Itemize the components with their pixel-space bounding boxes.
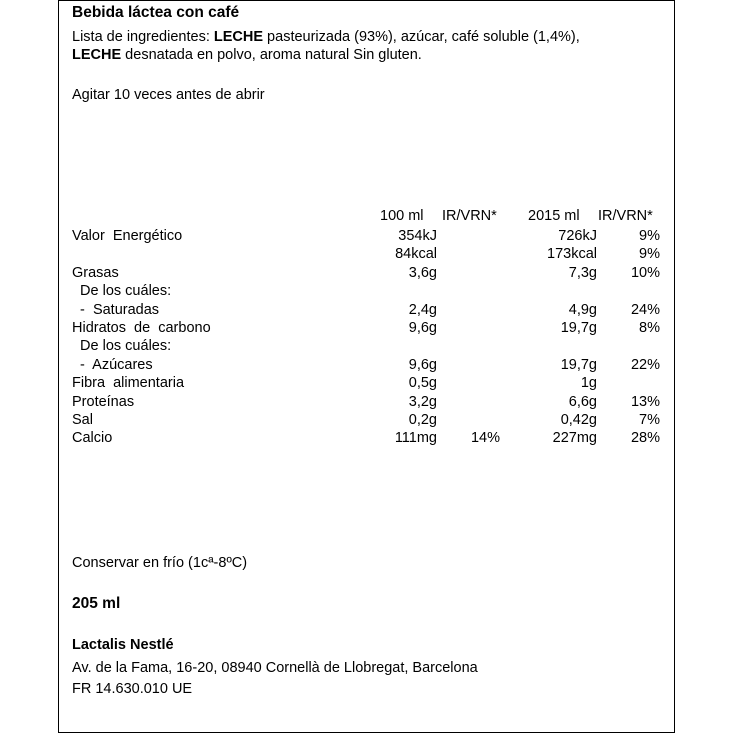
ingredients-middle: pasteurizada (93%), azúcar, café soluble (1,4%),: [263, 29, 580, 45]
ir-per2015: 13%: [630, 393, 660, 410]
value-per100: 3,2g: [408, 393, 437, 410]
nutrient-label: Grasas: [72, 264, 119, 281]
nutrient-label: Sal: [72, 412, 93, 428]
value-per100: 2,4g: [408, 301, 437, 318]
value-per100: 9,6g: [408, 356, 437, 373]
value-per2015: 173kcal: [547, 246, 597, 263]
value-per2015: 7,3g: [568, 264, 597, 281]
value-per100: 354kJ: [398, 228, 437, 244]
nutrient-label: Hidratos de carbono: [72, 320, 211, 336]
ir-per2015: 24%: [630, 301, 660, 318]
shake-instruction: Agitar 10 veces antes de abrir: [72, 87, 265, 103]
value-per100: 0,2g: [408, 412, 437, 428]
value-per2015: 0,42g: [560, 412, 597, 428]
ingredients-end: desnatada en polvo, aroma natural Sin gluten.: [121, 47, 422, 63]
value-per100: 0,5g: [408, 375, 437, 392]
volume: 205 ml: [72, 595, 121, 612]
nutrient-label: Valor Energético: [72, 228, 183, 244]
ingredients-line-1: [72, 28, 580, 46]
table-row: [72, 429, 672, 447]
table-row: [72, 227, 672, 245]
table-row: [72, 374, 672, 392]
value-per2015: 19,7g: [560, 356, 597, 373]
value-per2015: 6,6g: [568, 393, 597, 410]
table-row: [72, 337, 672, 355]
allergen-leche: LECHE: [213, 29, 264, 45]
ir-per2015: 7%: [639, 412, 660, 428]
value-per100: 84kcal: [395, 246, 437, 263]
value-per2015: 227mg: [552, 430, 597, 447]
ir-per100: 14%: [470, 430, 500, 447]
ir-per2015: 8%: [639, 320, 660, 336]
nutrient-label: Calcio: [72, 430, 113, 447]
ingredients-line-2: [72, 46, 422, 64]
header-per2015: 2015 ml: [528, 208, 580, 224]
storage-note: Conservar en frío (1cª-8ºC): [72, 555, 248, 571]
company-name: Lactalis Nestlé: [72, 637, 174, 653]
value-per2015: 19,7g: [560, 320, 597, 336]
table-row: [72, 264, 672, 282]
value-per100: 3,6g: [408, 264, 437, 281]
product-title: Bebida láctea con café: [72, 4, 240, 21]
value-per2015: 726kJ: [558, 228, 597, 244]
table-row: [72, 282, 672, 300]
registry-number: FR 14.630.010 UE: [72, 681, 193, 697]
value-per2015: 1g: [580, 375, 597, 392]
nutrient-label: Proteínas: [72, 393, 135, 410]
ingredients-prefix: Lista de ingredientes:: [72, 29, 214, 45]
header-ir2015: IR/VRN*: [598, 208, 653, 224]
value-per2015: 4,9g: [568, 301, 597, 318]
nutrient-label: - Azúcares: [72, 356, 153, 373]
table-row: [72, 356, 672, 374]
table-row: [72, 411, 672, 429]
ir-per2015: 28%: [630, 430, 660, 447]
ir-per2015: 9%: [639, 246, 660, 263]
value-per100: 111mg: [394, 430, 437, 447]
allergen-leche-2: LECHE: [72, 47, 122, 63]
ir-per2015: 9%: [639, 228, 660, 244]
company-address: Av. de la Fama, 16-20, 08940 Cornellà de Llobregat, Barcelona: [72, 660, 478, 676]
value-per100: 9,6g: [408, 320, 437, 336]
header-ir100: IR/VRN*: [442, 208, 497, 224]
nutrient-label: Fibra alimentaria: [72, 375, 185, 392]
table-row: [72, 301, 672, 319]
table-row: [72, 245, 672, 263]
nutrient-label: - Saturadas: [72, 301, 160, 318]
ir-per2015: 22%: [630, 356, 660, 373]
nutrition-header: [72, 207, 672, 225]
table-row: [72, 393, 672, 411]
table-row: [72, 319, 672, 337]
nutrient-label: De los cuáles:: [72, 338, 172, 355]
header-per100: 100 ml: [380, 208, 424, 224]
ir-per2015: 10%: [630, 264, 660, 281]
nutrient-label: De los cuáles:: [72, 283, 172, 300]
